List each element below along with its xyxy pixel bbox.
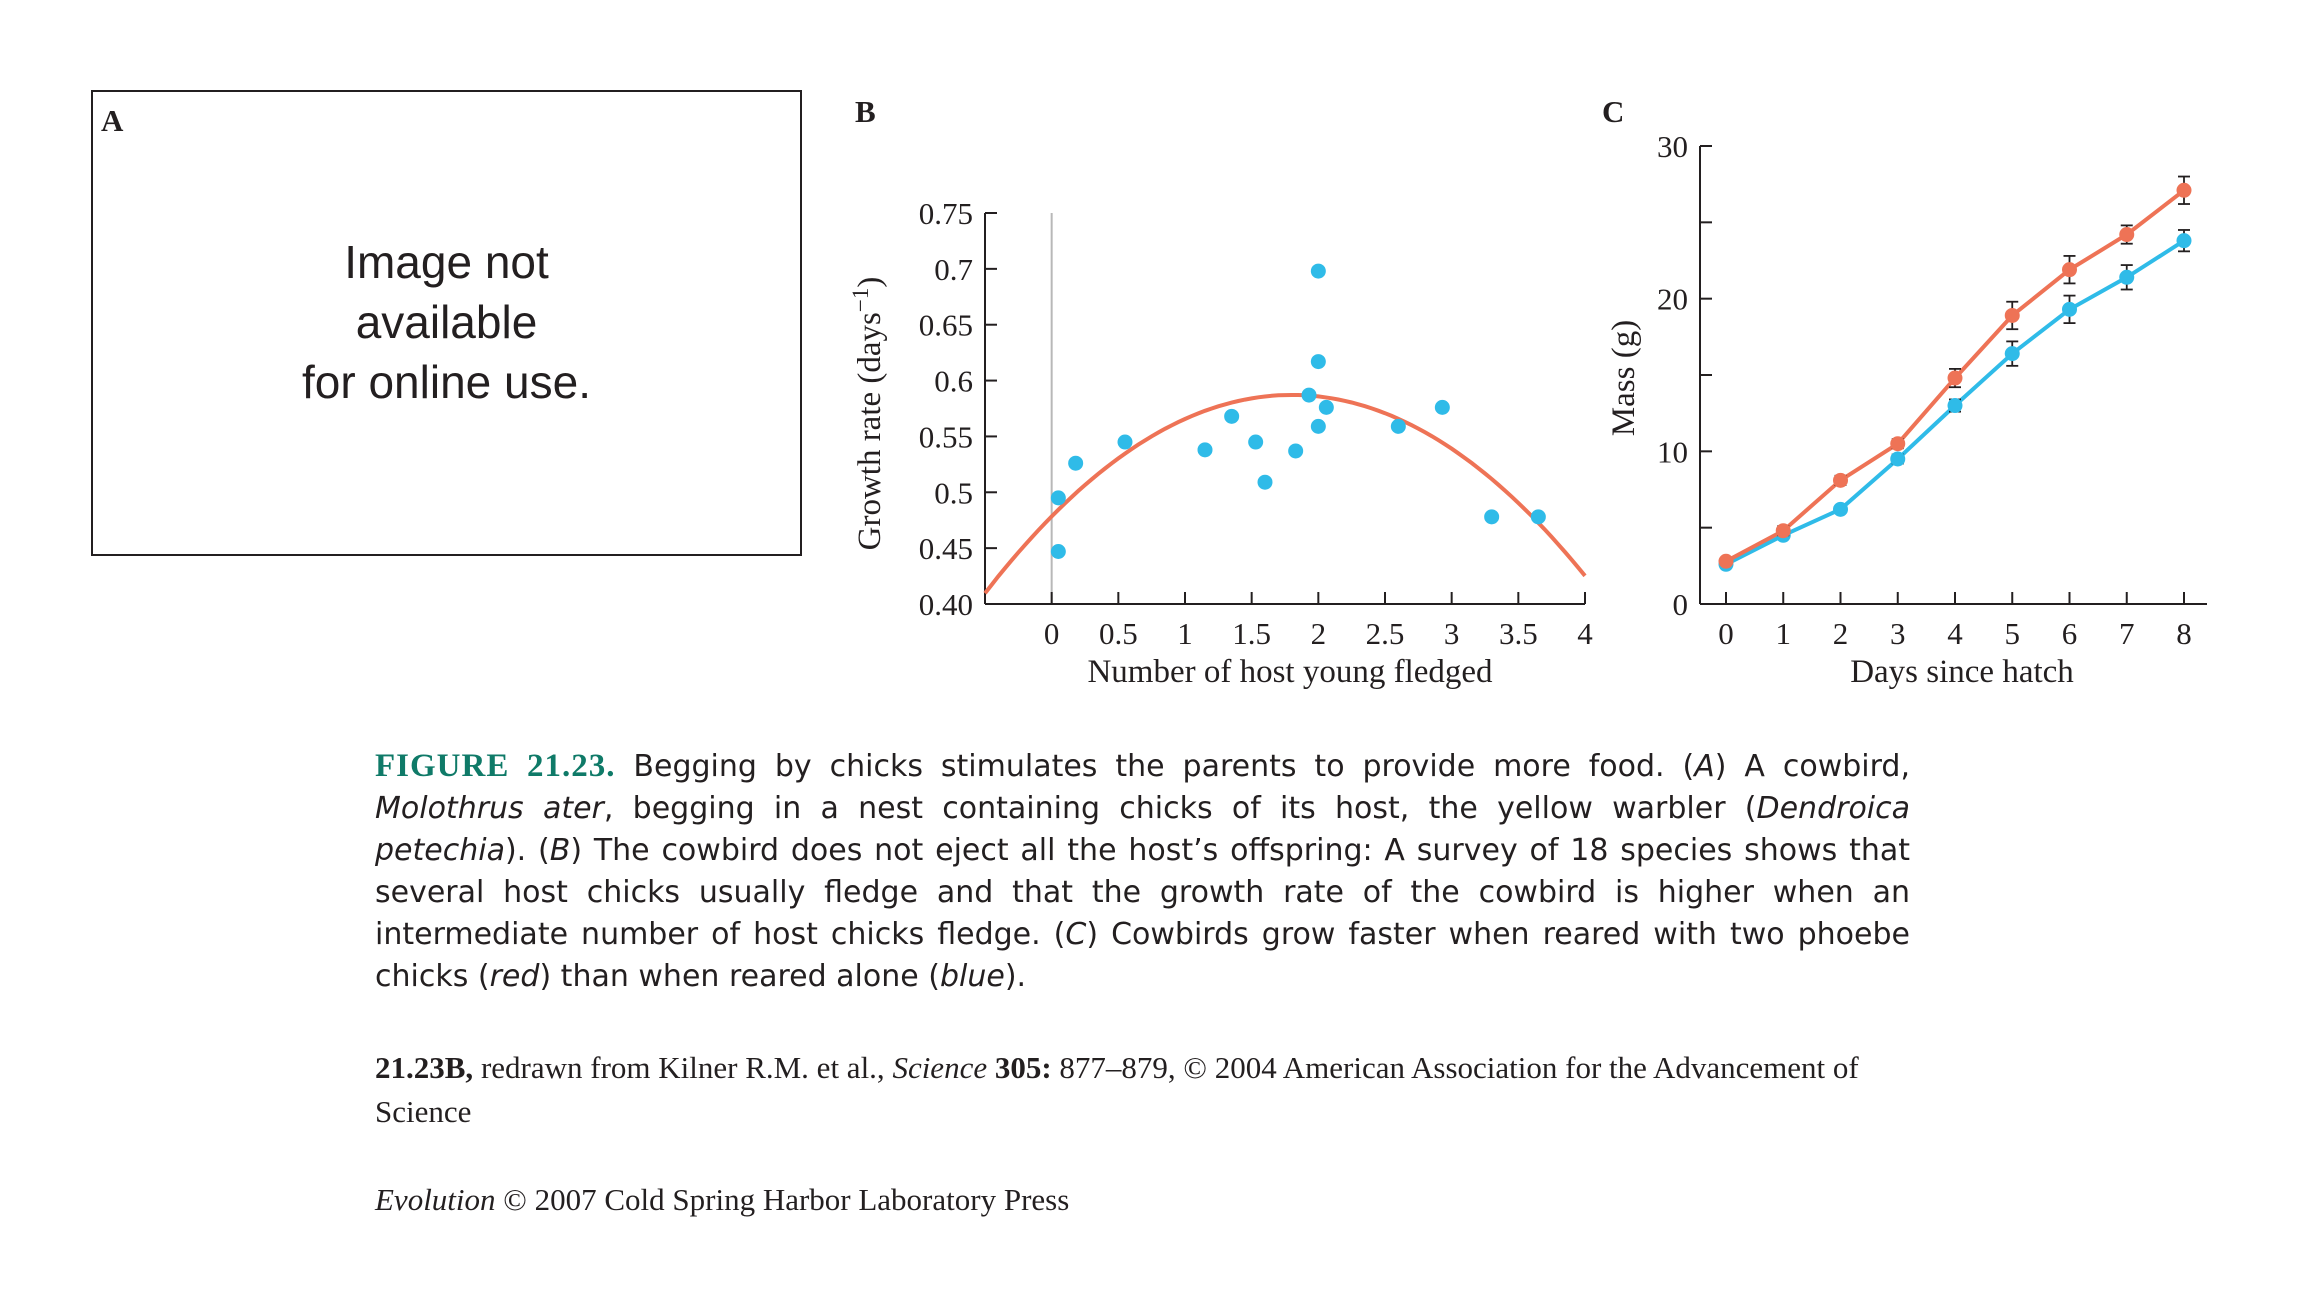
data-point bbox=[1224, 409, 1239, 424]
data-point bbox=[1435, 400, 1450, 415]
caption-text: ) Cowbirds grow faster when reared with two phoebe chicks ( bbox=[375, 917, 1910, 994]
credit-text: redrawn from Kilner R.M. et al., bbox=[473, 1050, 893, 1085]
x-tick-label: 4 bbox=[1947, 616, 1963, 651]
x-tick-label: 7 bbox=[2119, 616, 2135, 651]
y-tick-label: 0.45 bbox=[918, 531, 973, 567]
y-axis-label-superscript: −1 bbox=[848, 287, 873, 313]
data-point-blue bbox=[2177, 233, 2192, 248]
copyright-title: Evolution bbox=[375, 1182, 496, 1217]
quadratic-fit-curve bbox=[985, 395, 1585, 593]
x-tick-label: 2 bbox=[1310, 616, 1327, 651]
data-point-red bbox=[1776, 523, 1791, 538]
data-point-red bbox=[2177, 183, 2192, 198]
data-point bbox=[1311, 264, 1326, 279]
data-point bbox=[1311, 419, 1326, 434]
panel-c-letter: C bbox=[1602, 94, 1625, 129]
y-tick-label: 0.75 bbox=[918, 196, 973, 231]
data-point bbox=[1302, 388, 1317, 403]
figure-number: FIGURE 21.23. bbox=[375, 748, 616, 784]
caption-text: ). bbox=[1004, 959, 1027, 994]
data-point bbox=[1198, 442, 1213, 457]
data-point-red bbox=[1890, 436, 1905, 451]
data-point-red bbox=[1833, 473, 1848, 488]
placeholder-line: available bbox=[355, 296, 538, 348]
x-tick-label: 0 bbox=[1718, 616, 1734, 651]
credit-journal: Science bbox=[892, 1050, 988, 1085]
data-point bbox=[1484, 509, 1499, 524]
data-point bbox=[1319, 400, 1334, 415]
caption-text: , begging in a nest containing chicks of its host, the yellow warbler ( bbox=[603, 791, 1757, 826]
x-axis-label: Number of host young fledged bbox=[1087, 654, 1493, 690]
figure-caption bbox=[375, 745, 1910, 998]
caption-text: ) A cowbird, bbox=[1714, 749, 1910, 784]
data-point-red bbox=[2005, 308, 2020, 323]
y-tick-label: 0 bbox=[1672, 587, 1688, 622]
chart-b-growth-rate bbox=[848, 196, 1593, 690]
data-point bbox=[1118, 435, 1133, 450]
y-tick-label: 20 bbox=[1657, 281, 1688, 317]
y-tick-label: 0.55 bbox=[918, 419, 973, 455]
data-point-blue bbox=[1833, 502, 1848, 517]
x-tick-label: 0.5 bbox=[1098, 616, 1138, 651]
panel-a-letter: A bbox=[101, 103, 124, 138]
caption-italic: red bbox=[489, 959, 540, 994]
caption-text: ) than when reared alone ( bbox=[539, 959, 940, 994]
data-point bbox=[1391, 419, 1406, 434]
placeholder-line: Image not bbox=[344, 236, 549, 288]
x-tick-label: 4 bbox=[1577, 616, 1593, 651]
y-tick-label: 30 bbox=[1657, 129, 1688, 164]
data-point bbox=[1051, 544, 1066, 559]
figure-credit bbox=[375, 1046, 1910, 1134]
data-point bbox=[1068, 456, 1083, 471]
data-point-red bbox=[1948, 371, 1963, 386]
y-tick-label: 0.6 bbox=[934, 363, 973, 399]
data-point bbox=[1531, 509, 1546, 524]
copyright-line bbox=[375, 1178, 1910, 1222]
y-tick-label: 0.7 bbox=[934, 251, 973, 287]
y-axis-label: Mass (g) bbox=[1606, 319, 1642, 437]
caption-text: ). ( bbox=[504, 833, 550, 868]
x-tick-label: 6 bbox=[2061, 616, 2078, 651]
caption-italic: A bbox=[1694, 749, 1715, 784]
data-point bbox=[1311, 354, 1326, 369]
caption-italic: blue bbox=[939, 959, 1005, 994]
credit-label: 21.23B, bbox=[375, 1050, 474, 1085]
x-tick-label: 2 bbox=[1832, 616, 1849, 651]
data-point-red bbox=[2062, 262, 2077, 277]
data-point-red bbox=[2119, 227, 2134, 242]
data-point-red bbox=[1719, 554, 1734, 569]
data-point-blue bbox=[2119, 270, 2134, 285]
caption-species: Molothrus ater bbox=[375, 791, 604, 826]
credit-text: 877–879, © 2004 American Association for the Advancement of Science bbox=[375, 1050, 1859, 1129]
data-point-blue bbox=[2062, 302, 2077, 317]
caption-italic: B bbox=[549, 833, 571, 868]
x-tick-label: 3.5 bbox=[1498, 616, 1538, 651]
caption-species: Dendroica petechia bbox=[375, 791, 1911, 868]
credit-volume: 305: bbox=[987, 1050, 1052, 1085]
caption-text: ) The cowbird does not eject all the host’s offspring: A survey of 18 species shows that several host chicks usually fledge and that the growth rate of the cowbird is higher when an intermediate number of host chicks fledge. ( bbox=[375, 833, 1910, 952]
data-point bbox=[1258, 475, 1273, 490]
x-tick-label: 1 bbox=[1177, 616, 1193, 651]
y-tick-label: 0.65 bbox=[918, 307, 973, 343]
chart-c-mass bbox=[1606, 129, 2207, 690]
y-tick-label: 0.5 bbox=[934, 475, 973, 511]
placeholder-line: for online use. bbox=[302, 356, 591, 408]
copyright-text: © 2007 Cold Spring Harbor Laboratory Press bbox=[495, 1182, 1070, 1217]
data-point-blue bbox=[1890, 451, 1905, 466]
caption-text: Begging by chicks stimulates the parents to provide more food. ( bbox=[615, 749, 1695, 784]
x-tick-label: 2.5 bbox=[1365, 616, 1405, 651]
panel-b-letter: B bbox=[855, 94, 876, 129]
x-tick-label: 5 bbox=[2004, 616, 2020, 651]
x-tick-label: 1.5 bbox=[1232, 616, 1272, 651]
data-point bbox=[1248, 435, 1263, 450]
x-tick-label: 0 bbox=[1043, 616, 1060, 651]
x-tick-label: 1 bbox=[1775, 616, 1791, 651]
y-axis-label bbox=[848, 277, 888, 551]
data-point-blue bbox=[2005, 346, 2020, 361]
data-point bbox=[1051, 490, 1066, 505]
y-tick-label: 0.40 bbox=[918, 587, 973, 622]
data-point-blue bbox=[1948, 398, 1963, 413]
x-tick-label: 3 bbox=[1443, 616, 1460, 651]
x-tick-label: 8 bbox=[2176, 616, 2192, 651]
y-tick-label: 10 bbox=[1657, 434, 1688, 470]
x-axis-label: Days since hatch bbox=[1850, 654, 2074, 690]
caption-italic: C bbox=[1065, 917, 1087, 952]
x-tick-label: 3 bbox=[1890, 616, 1906, 651]
data-point bbox=[1288, 443, 1303, 458]
y-axis-label-suffix: ) bbox=[852, 276, 888, 288]
y-axis-label-text: Growth rate (days bbox=[852, 312, 888, 551]
